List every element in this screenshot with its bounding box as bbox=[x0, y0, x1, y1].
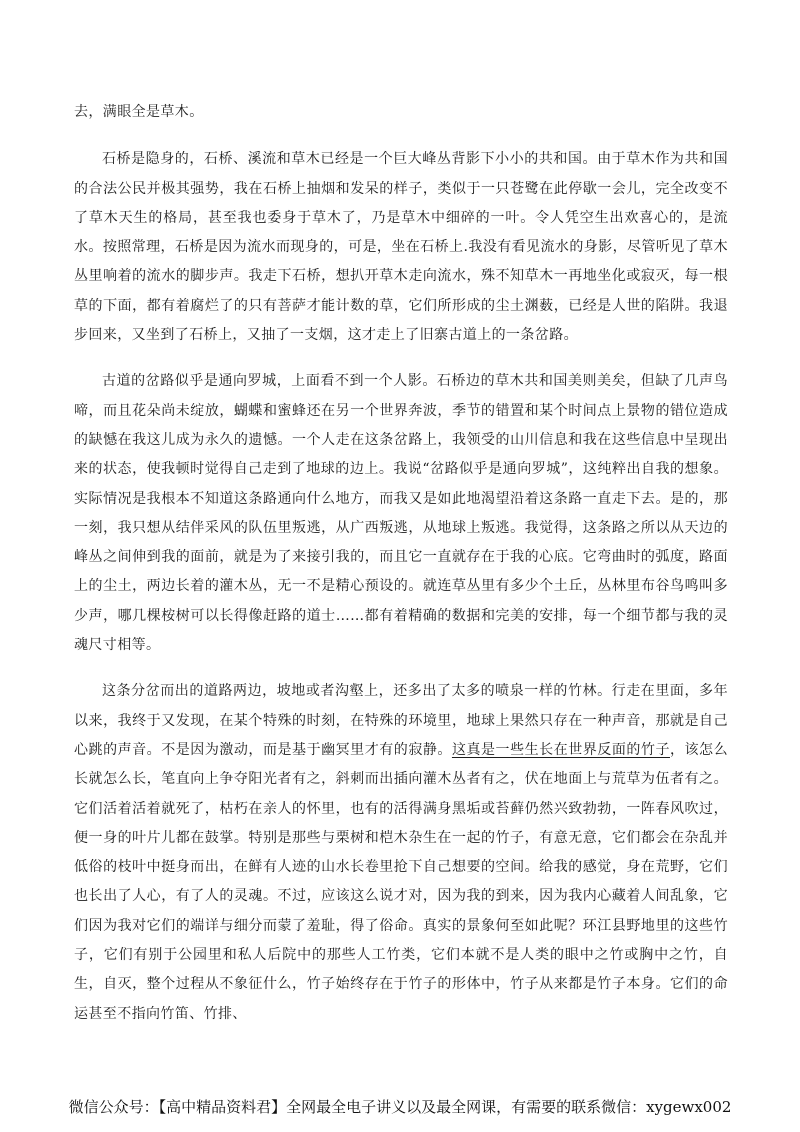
paragraph-4-text-after: ，该怎么长就怎么长，笔直向上争夺阳光者有之，斜刺而出插向灌木丛者有之，伏在地面上与荒草为伍者有之。它们活着活着就死了，枯朽在亲人的怀里，也有的活得满身黑垢或苔藓仍然兴致勃勃，一阵春风吹过，便一身的叶片儿都在鼓掌。特别是那些与栗树和桤木杂生在一起的竹子，有意无意，它们都会在杂乱并低俗的枝叶中挺身而出，在鲜有人迹的山水长卷里抢下自己想要的空间。给我的感觉，身在荒野，它们也长出了人心，有了人的灵魂。不过，应该这么说才对，因为我的到来，因为我内心藏着人间乱象，它们因为我对它们的端详与细分而蒙了羞耻，得了俗命。真实的景象何至如此呢？环江县野地里的这些竹子，它们有别于公园里和私人后院中的那些人工竹类，它们本就不是人类的眼中之竹或胸中之竹，自生，自灭，整个过程从不象征什么，竹子始终存在于竹子的形体中，竹子从来都是竹子本身。它们的命运甚至不指向竹笛、竹排、 bbox=[74, 741, 728, 1022]
article-body bbox=[74, 98, 728, 1046]
paragraph-3: 古道的岔路似乎是通向罗城，上面看不到一个人影。石桥边的草木共和国美则美矣，但缺了几声鸟啼，而且花朵尚未绽放，蝴蝶和蜜蜂还在另一个世界奔波，季节的错置和某个时间点上景物的错位造成的缺憾在我这儿成为永久的遗憾。一个人走在这条岔路上，我领受的山川信息和我在这些信息中呈现出来的状态，使我顿时觉得自己走到了地球的边上。我说“岔路似乎是通向罗城”，这纯粹出自我的想象。实际情况是我根本不知道这条路通向什么地方，而我又是如此地渴望沿着这条路一直走下去。是的，那一刻，我只想从结伴采风的队伍里叛逃，从广西叛逃，从地球上叛逃。我觉得，这条路之所以从天边的峰丛之间伸到我的面前，就是为了来接引我的，而且它一直就存在于我的心底。它弯曲时的弧度，路面上的尘土，两边长着的灌木丛，无一不是精心预设的。就连草丛里有多少个土丘，丛林里布谷鸟鸣叫多少声，哪几棵桉树可以长得像赶路的道士……都有着精确的数据和完美的安排，每一个细节都与我的灵魂尺寸相等。 bbox=[74, 373, 728, 654]
underlined-sentence: 这真是一些生长在世界反面的竹子 bbox=[451, 741, 670, 758]
paragraph-2: 石桥是隐身的，石桥、溪流和草木已经是一个巨大峰丛背影下小小的共和国。由于草木作为共和国的合法公民并极其强势，我在石桥上抽烟和发呆的样子，类似于一只苍鹭在此停歇一会儿，完全改变不了草木天生的格局，甚至我也委身于草木了，乃是草木中细碎的一叶。令人凭空生出欢喜心的，是流水。按照常理，石桥是因为流水而现身的，可是，坐在石桥上.我没有看见流水的身影，尽管听见了草木丛里响着的流水的脚步声。我走下石桥，想扒开草木走向流水，殊不知草木一再地坐化或寂灭，每一根草的下面，都有着腐烂了的只有菩萨才能计数的草，它们所形成的尘土渊薮，已经是人世的陷阱。我退步回来，又坐到了石桥上，又抽了一支烟，这才走上了旧寨古道上的一条岔路。 bbox=[74, 151, 728, 344]
paragraph-4-text-before: 这条分岔而出的道路两边，坡地或者沟壑上，还多出了太多的喷泉一样的竹林。行走在里面，多年以来，我终于又发现，在某个特殊的时刻，在特殊的环境里，地球上果然只存在一种声音，那就是自己心跳的声音。不是因为激动，而是基于幽冥里才有的寂静。 bbox=[74, 683, 728, 758]
paragraph-4 bbox=[74, 677, 728, 1029]
footer-watermark: 微信公众号：【高中精品资料君】全网最全电子讲义以及最全网课，有需要的联系微信：xygewx002 bbox=[68, 1098, 732, 1116]
paragraph-1: 去，满眼全是草木。 bbox=[74, 104, 204, 120]
